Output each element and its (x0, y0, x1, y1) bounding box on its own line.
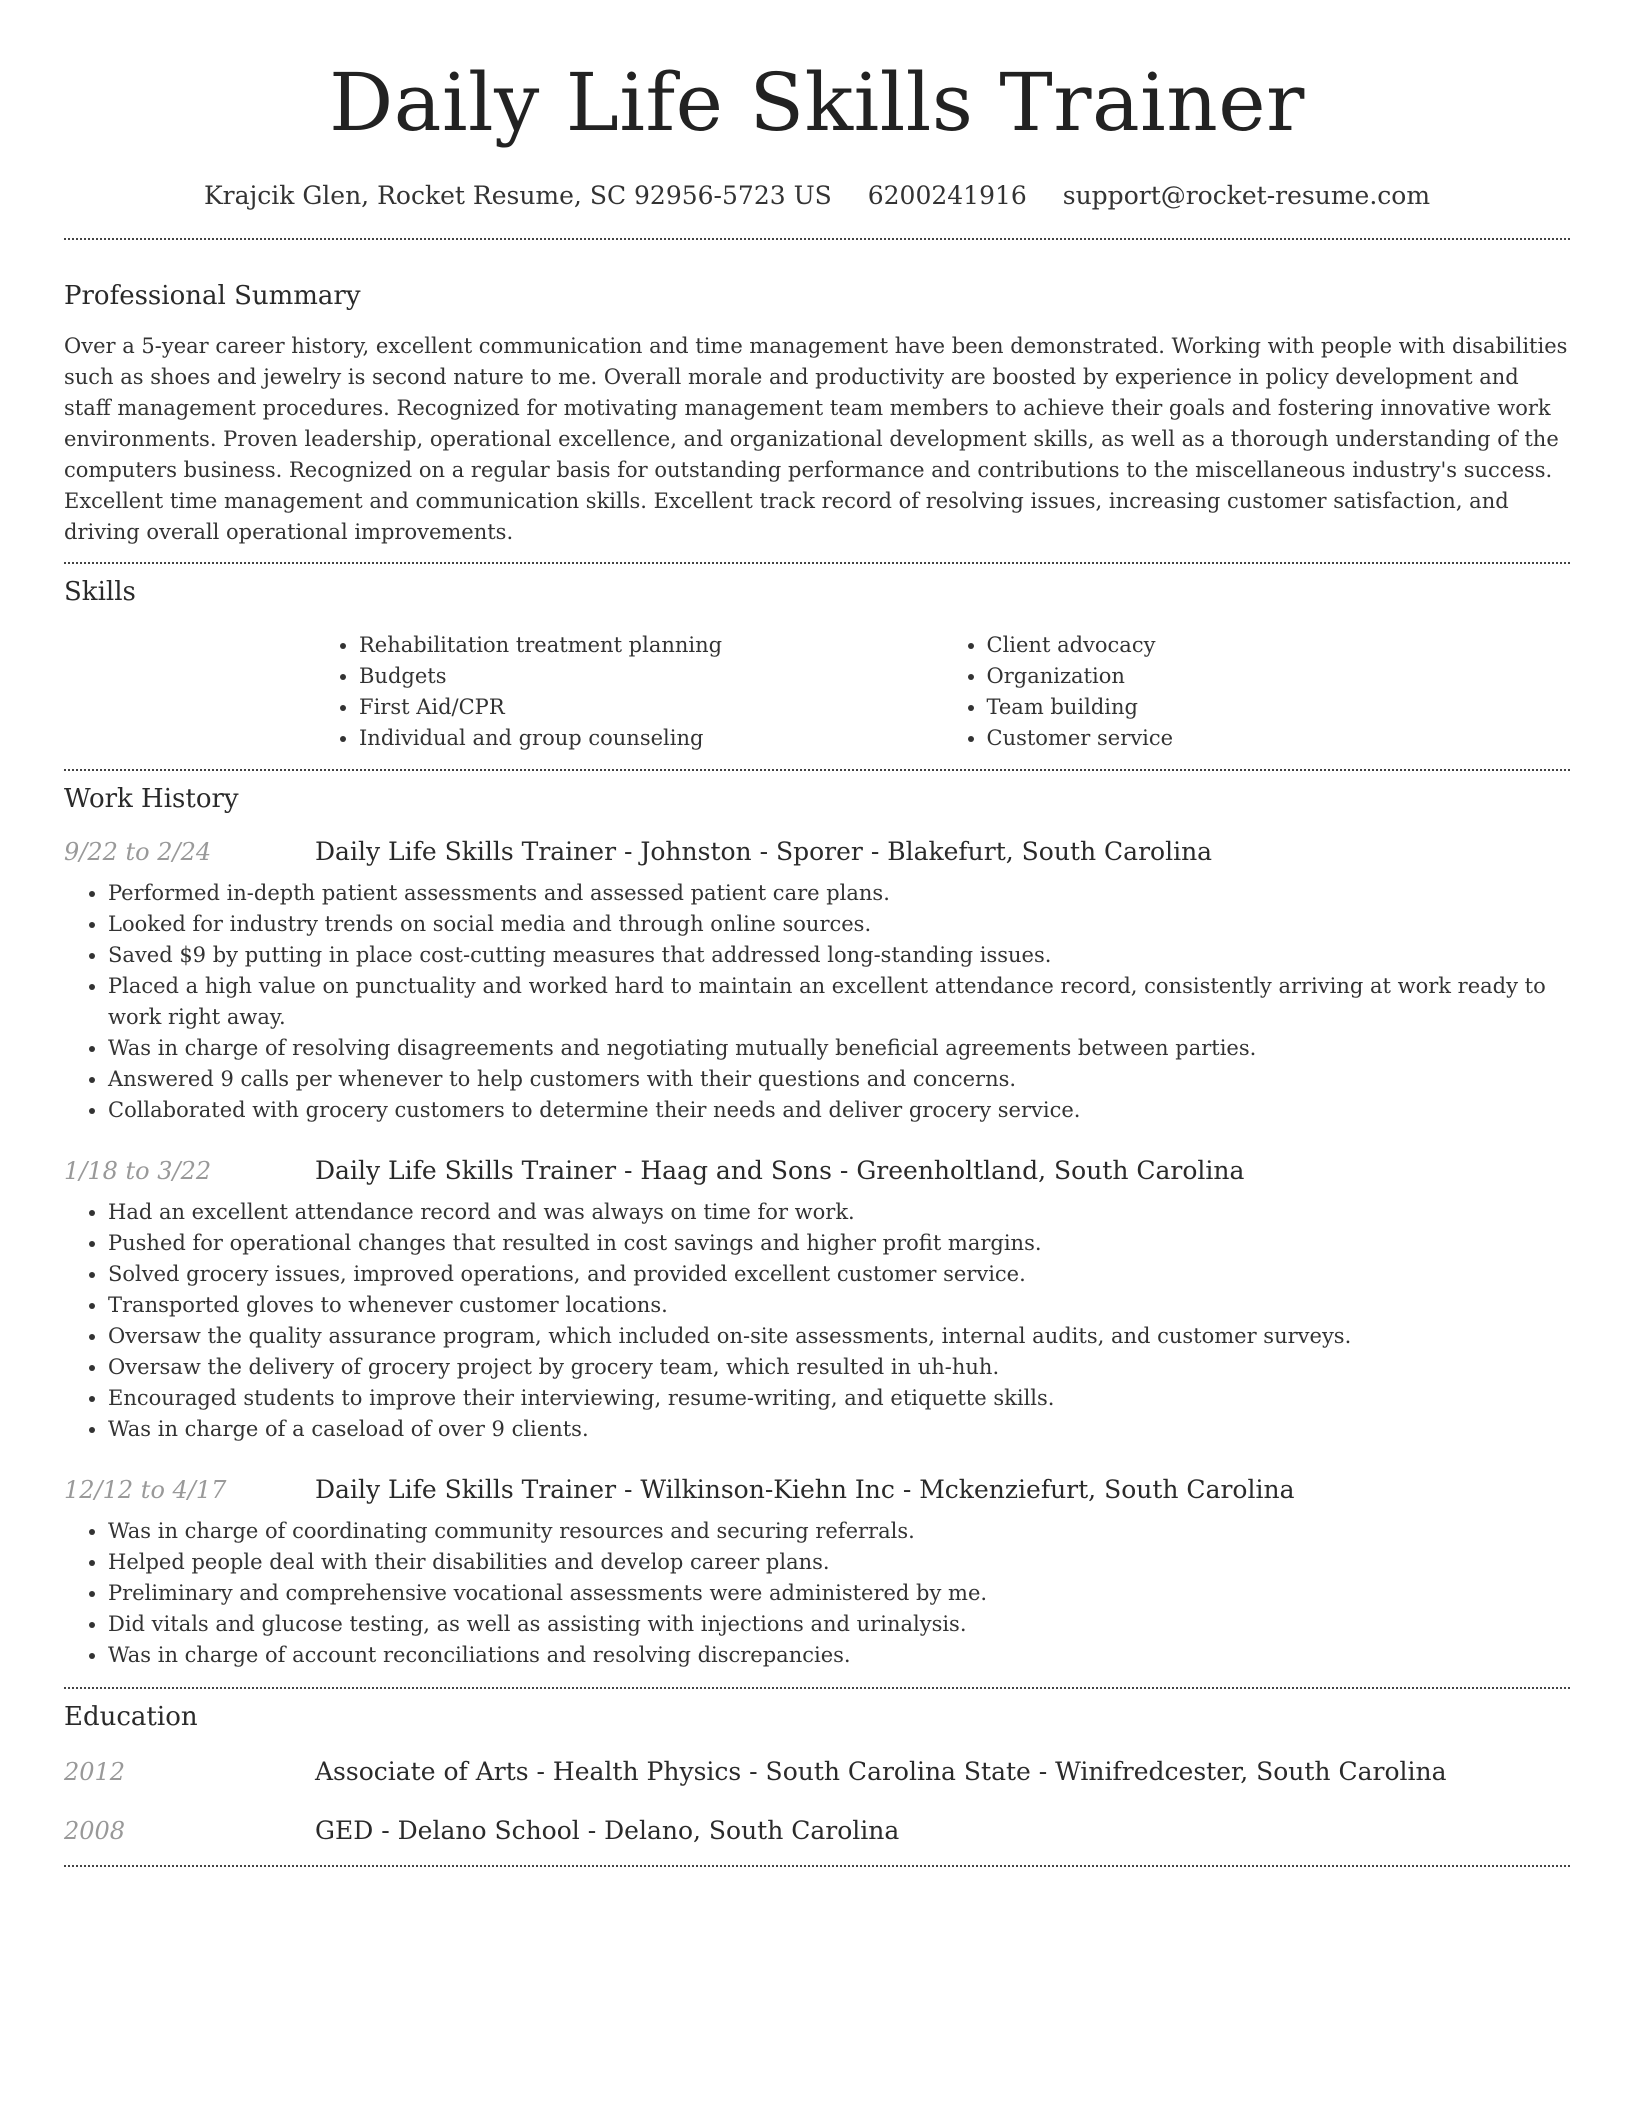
job-bullets (64, 1516, 1570, 1671)
job-entry (64, 1156, 1570, 1445)
resume-name: Daily Life Skills Trainer (329, 56, 1305, 149)
job-bullet: • Solved grocery issues, improved operations, and provided excellent customer service. (108, 1259, 1570, 1290)
job-bullet: • Looked for industry trends on social media and through online sources. (108, 909, 1570, 940)
section-title-work: Work History (64, 784, 239, 814)
job-header (64, 1475, 1570, 1504)
summary-text: Over a 5-year career history, excellent communication and time management have been demonstrated. Working with people with disabilities such as shoes and jewelry is second nature to me. Overall morale and productivity are boosted by experience in policy development and staff management procedures. Recognized for motivating management team members to achieve their goals and fostering innovative work environments. Proven leadership, operational excellence, and organizational development skills, as well as a thorough understanding of the computers business. Recognized on a regular basis for outstanding performance and contributions to the miscellaneous industry's success. Excellent time management and communication skills. Excellent track record of resolving issues, increasing customer satisfaction, and driving overall operational improvements. (64, 334, 1568, 544)
job-bullet: • Was in charge of resolving disagreements and negotiating mutually beneficial agreements between parties. (108, 1033, 1570, 1064)
section-title-summary: Professional Summary (64, 281, 361, 311)
job-dates: 9/22 to 2/24 (64, 838, 212, 866)
job-bullet: • Was in charge of a caseload of over 9 clients. (108, 1414, 1570, 1445)
job-bullet: • Oversaw the quality assurance program, which included on-site assessments, internal audits, and customer surveys. (108, 1321, 1570, 1352)
education-entry (64, 1816, 1570, 1845)
job-entry (64, 837, 1570, 1126)
job-bullets (64, 1197, 1570, 1445)
job-title: Daily Life Skills Trainer - Wilkinson-Kiehn Inc - Mckenziefurt, South Carolina (315, 1475, 1295, 1504)
job-bullet: • Saved $9 by putting in place cost-cutting measures that addressed long-standing issues. (108, 940, 1570, 971)
job-title: Daily Life Skills Trainer - Haag and Sons - Greenholtland, South Carolina (315, 1156, 1245, 1185)
job-title: Daily Life Skills Trainer - Johnston - Sporer - Blakefurt, South Carolina (315, 837, 1213, 866)
job-dates: 1/18 to 3/22 (64, 1157, 212, 1185)
education-title: GED - Delano School - Delano, South Carolina (315, 1816, 900, 1845)
job-bullet: • Oversaw the delivery of grocery project by grocery team, which resulted in uh-huh. (108, 1352, 1570, 1383)
job-bullet: • Was in charge of coordinating community resources and securing referrals. (108, 1516, 1570, 1547)
contact-email: support@rocket-resume.com (1062, 181, 1431, 210)
skill-item: • Customer service (987, 723, 1571, 754)
skill-item: • Team building (987, 692, 1571, 723)
skills-section (64, 564, 1570, 754)
job-bullet: • Performed in-depth patient assessments and assessed patient care plans. (108, 878, 1570, 909)
education-title: Associate of Arts - Health Physics - South Carolina State - Winifredcester, South Carolina (315, 1757, 1447, 1786)
skill-item: • Organization (987, 661, 1571, 692)
summary-section (64, 240, 1570, 548)
job-dates: 12/12 to 4/17 (64, 1476, 227, 1504)
job-bullets (64, 878, 1570, 1126)
education-entry (64, 1757, 1570, 1786)
skill-item: • Individual and group counseling (359, 723, 943, 754)
job-bullet: • Collaborated with grocery customers to determine their needs and deliver grocery service. (108, 1095, 1570, 1126)
job-bullet: • Encouraged students to improve their interviewing, resume-writing, and etiquette skills. (108, 1383, 1570, 1414)
education-section (64, 1689, 1570, 1845)
skill-item: • Rehabilitation treatment planning (359, 630, 943, 661)
skill-item: • Client advocacy (987, 630, 1571, 661)
section-title-education: Education (64, 1702, 198, 1732)
job-bullet: • Did vitals and glucose testing, as well as assisting with injections and urinalysis. (108, 1609, 1570, 1640)
skills-column-left (315, 630, 943, 754)
contact-phone: 6200241916 (867, 181, 1027, 210)
job-header (64, 837, 1570, 866)
job-bullet: • Was in charge of account reconciliations and resolving discrepancies. (108, 1640, 1570, 1671)
skill-item: • First Aid/CPR (359, 692, 943, 723)
skills-column-right (943, 630, 1571, 754)
job-header (64, 1156, 1570, 1185)
education-year: 2008 (64, 1817, 126, 1845)
education-year: 2012 (64, 1758, 126, 1786)
job-bullet: • Transported gloves to whenever customer locations. (108, 1290, 1570, 1321)
contact-address: Krajcik Glen, Rocket Resume, SC 92956-5723 US (203, 181, 832, 210)
job-bullet: • Had an excellent attendance record and was always on time for work. (108, 1197, 1570, 1228)
section-title-skills: Skills (64, 577, 136, 607)
resume-page (64, 0, 1570, 1867)
job-bullet: • Pushed for operational changes that resulted in cost savings and higher profit margins. (108, 1228, 1570, 1259)
job-bullet: • Placed a high value on punctuality and worked hard to maintain an excellent attendance record, consistently arriving at work ready to work right away. (108, 971, 1570, 1033)
contact-line (64, 178, 1570, 214)
divider (64, 1865, 1570, 1867)
job-bullet: • Answered 9 calls per whenever to help customers with their questions and concerns. (108, 1064, 1570, 1095)
job-bullet: • Preliminary and comprehensive vocational assessments were administered by me. (108, 1578, 1570, 1609)
job-entry (64, 1475, 1570, 1671)
skills-list (315, 630, 1570, 754)
work-section (64, 771, 1570, 1671)
job-bullet: • Helped people deal with their disabilities and develop career plans. (108, 1547, 1570, 1578)
skill-item: • Budgets (359, 661, 943, 692)
